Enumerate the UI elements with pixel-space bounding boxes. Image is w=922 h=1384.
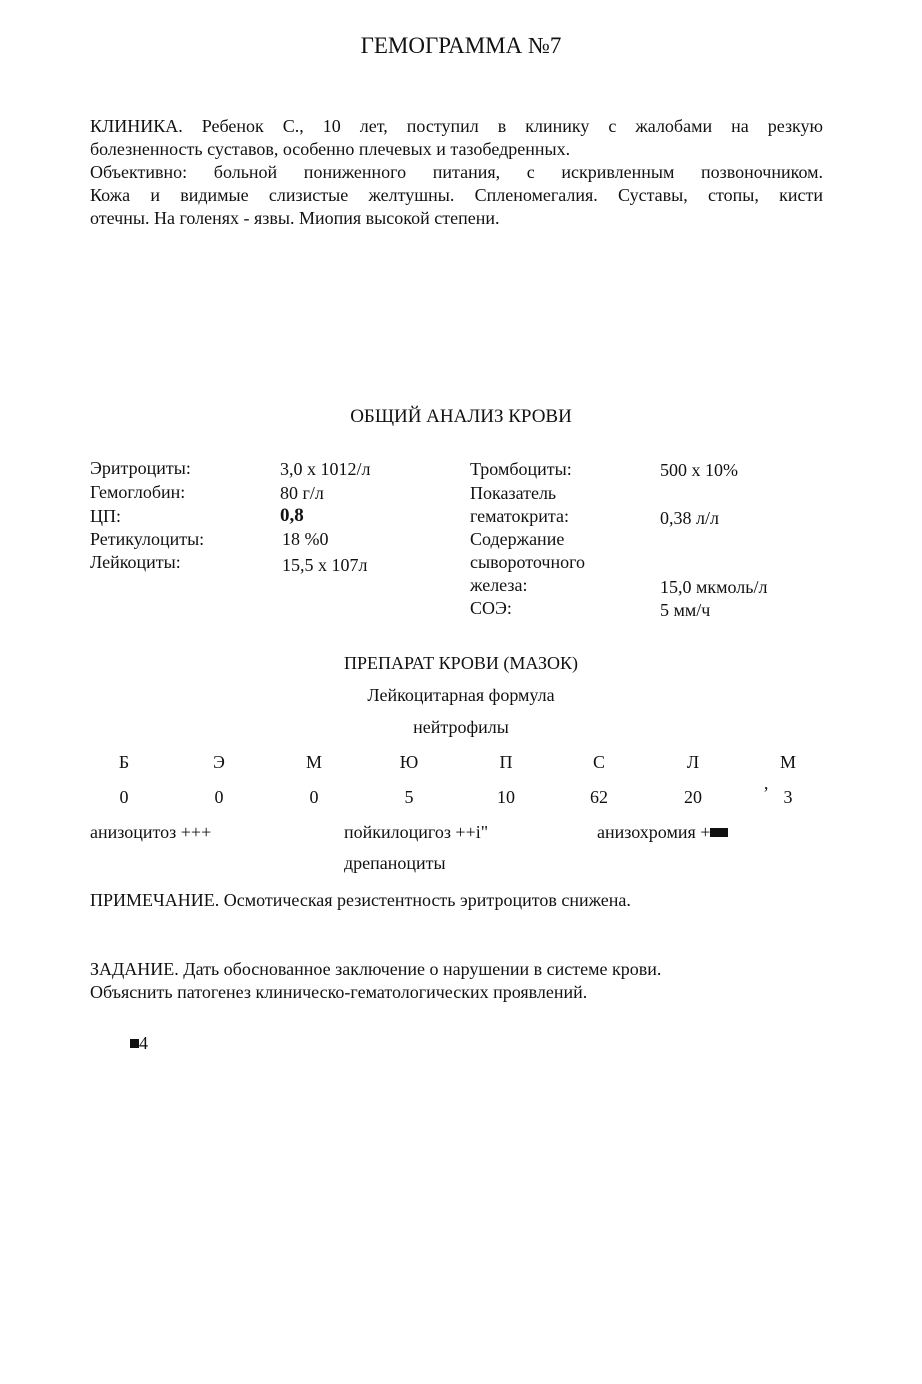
smear-heading: ПРЕПАРАТ КРОВИ (МАЗОК) — [344, 653, 578, 673]
val-basophils: 0 — [119, 787, 129, 807]
iron-label-1: Содержание — [470, 529, 565, 549]
reticulocytes-value: 18 %0 — [282, 529, 329, 549]
clinic-line-1: КЛИНИКА. Ребенок С., 10 лет, поступил в клинику с жалобами на резкую — [90, 116, 823, 136]
iron-label-3: железа: — [470, 575, 528, 595]
drepanocytes: дрепаноциты — [344, 853, 446, 873]
val-metamyelocytes: 5 — [404, 787, 414, 807]
filled-square-icon — [710, 828, 719, 837]
val-segmented: 62 — [590, 787, 608, 807]
esr-label: СОЭ: — [470, 598, 512, 618]
neutrophils-heading: нейтрофилы — [413, 717, 509, 737]
filled-square-icon — [130, 1039, 139, 1048]
val-monocytes: 3 — [783, 787, 793, 807]
clinic-line-5: отечны. На голенях - язвы. Миопия высокой степени. — [90, 208, 500, 228]
leukocytes-value: 15,5 х 107л — [282, 555, 368, 575]
platelets-label: Тромбоциты: — [470, 459, 572, 479]
col-metamyelocytes: Ю — [399, 752, 419, 772]
iron-value: 15,0 мкмоль/л — [660, 577, 768, 597]
val-eosinophils: 0 — [214, 787, 224, 807]
col-band: П — [499, 752, 513, 772]
val-band: 10 — [497, 787, 515, 807]
erythrocytes-label: Эритроциты: — [90, 458, 191, 478]
document-title: ГЕМОГРАММА №7 — [360, 33, 562, 58]
task-line-2: Объяснить патогенез клиническо-гематологических проявлений. — [90, 982, 588, 1002]
val-myelocytes: 0 — [309, 787, 319, 807]
leukocytes-label: Лейкоциты: — [90, 552, 181, 572]
col-basophils: Б — [118, 752, 130, 772]
hemoglobin-value: 80 г/л — [280, 483, 324, 503]
page-mark-number: 4 — [139, 1033, 148, 1053]
col-eosinophils: Э — [213, 752, 225, 772]
filled-square-icon — [719, 828, 728, 837]
task-line-1: ЗАДАНИЕ. Дать обоснованное заключение о нарушении в системе крови. — [90, 959, 662, 979]
apostrophe-mark: ’ — [763, 783, 769, 803]
clinic-line-3: Объективно: больной пониженного питания, с искривленным позвоночником. — [90, 162, 823, 182]
clinic-line-2: болезненность суставов, особенно плечевых и тазобедренных. — [90, 139, 571, 159]
hematocrit-label-1: Показатель — [470, 483, 557, 503]
hematocrit-value: 0,38 л/л — [660, 508, 719, 528]
color-index-value: 0,8 — [280, 505, 304, 526]
poikilocytosis: пойкилоцигоз ++i" — [344, 822, 489, 842]
page-mark — [130, 1033, 148, 1054]
col-monocytes: М — [779, 752, 796, 772]
col-segmented: С — [592, 752, 605, 772]
val-lymphocytes: 20 — [684, 787, 702, 807]
iron-label-2: сывороточного — [470, 552, 586, 572]
clinic-line-4: Кожа и видимые слизистые желтушны. Спленомегалия. Суставы, стопы, кисти — [90, 185, 823, 205]
color-index-label: ЦП: — [90, 506, 121, 526]
note: ПРИМЕЧАНИЕ. Осмотическая резистентность эритроцитов снижена. — [90, 890, 631, 910]
leukocyte-formula-heading: Лейкоцитарная формула — [367, 685, 555, 705]
anisochromia — [597, 822, 728, 843]
esr-value: 5 мм/ч — [660, 600, 711, 620]
anisochromia-text: анизохромия + — [597, 822, 711, 842]
hemoglobin-label: Гемоглобин: — [90, 482, 186, 502]
platelets-value: 500 х 10% — [660, 460, 738, 480]
erythrocytes-value: 3,0 х 1012/л — [280, 459, 371, 479]
col-lymphocytes: Л — [686, 752, 700, 772]
reticulocytes-label: Ретикулоциты: — [90, 529, 205, 549]
hematocrit-label-2: гематокрита: — [470, 506, 570, 526]
col-myelocytes: М — [305, 752, 322, 772]
anisocytosis: анизоцитоз +++ — [90, 822, 212, 842]
analysis-heading: ОБЩИЙ АНАЛИЗ КРОВИ — [350, 406, 572, 427]
